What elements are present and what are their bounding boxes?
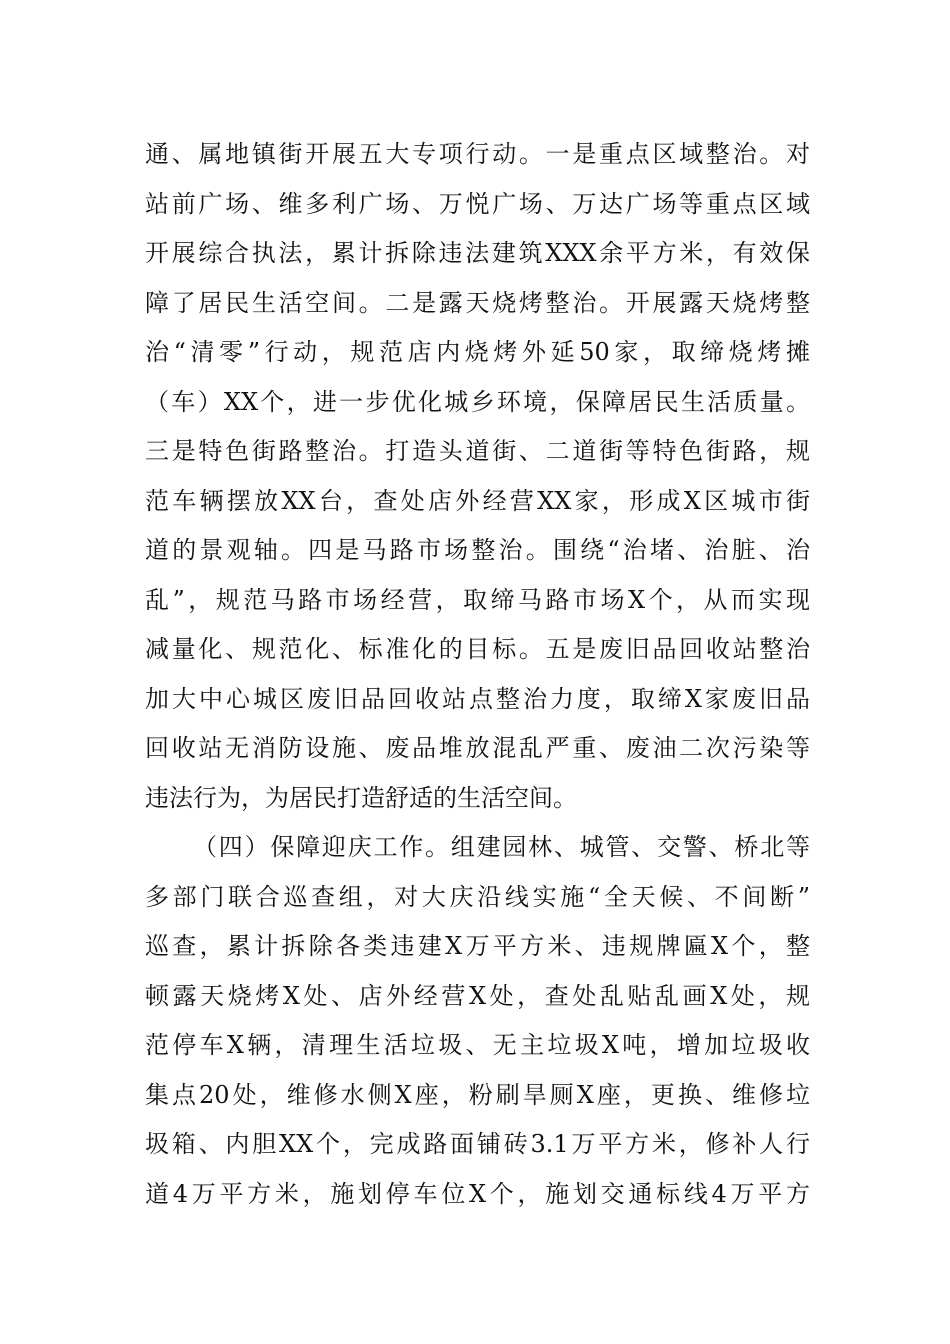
text-line: 回收站无消防设施、废品堆放混乱严重、废油二次污染等 bbox=[145, 734, 810, 762]
text-line: 乱”，规范马路市场经营，取缔马路市场X个，从而实现 bbox=[145, 585, 810, 614]
text-line: 顿露天烧烤X处、店外经营X处，查处乱贴乱画X处，规 bbox=[145, 981, 810, 1010]
text-line: 治“清零”行动，规范店内烧烤外延50家，取缔烧烤摊 bbox=[145, 338, 810, 366]
text-line: 范车辆摆放XX台，查处店外经营XX家，形成X区城市街 bbox=[145, 486, 810, 515]
text-line: 多部门联合巡查组，对大庆沿线实施“全天候、不间断” bbox=[145, 882, 810, 911]
text-line: 障了居民生活空间。二是露天烧烤整治。开展露天烧烤整 bbox=[145, 288, 810, 317]
text-line: 集点20处，维修水侧X座，粉刷旱厕X座，更换、维修垃 bbox=[145, 1080, 810, 1109]
text-line: （四）保障迎庆工作。组建园林、城管、交警、桥北等 bbox=[193, 833, 810, 861]
paragraph-2 bbox=[145, 823, 810, 1219]
text-line: 巡查，累计拆除各类违建X万平方米、违规牌匾X个，整 bbox=[145, 932, 810, 960]
text-line: （车）XX个，进一步优化城乡环境，保障居民生活质量。 bbox=[145, 387, 810, 416]
text-line: 三是特色街路整治。打造头道街、二道街等特色街路，规 bbox=[145, 437, 810, 465]
body-text bbox=[145, 130, 810, 1219]
text-line: 圾箱、内胆XX个，完成路面铺砖3.1万平方米，修补人行 bbox=[145, 1130, 810, 1158]
text-line: 范停车X辆，清理生活垃圾、无主垃圾X吨，增加垃圾收 bbox=[145, 1031, 810, 1059]
text-line: 加大中心城区废旧品回收站点整治力度，取缔X家废旧品 bbox=[145, 684, 810, 713]
text-line: 违法行为，为居民打造舒适的生活空间。 bbox=[145, 783, 577, 812]
text-line: 通、属地镇街开展五大专项行动。一是重点区域整治。对 bbox=[145, 140, 810, 168]
text-line: 道的景观轴。四是马路市场整治。围绕“治堵、治脏、治 bbox=[145, 536, 810, 564]
text-line: 道4万平方米，施划停车位X个，施划交通标线4万平方 bbox=[145, 1179, 810, 1208]
text-line: 减量化、规范化、标准化的目标。五是废旧品回收站整治 bbox=[145, 635, 810, 663]
paragraph-1 bbox=[145, 130, 810, 823]
text-line: 站前广场、维多利广场、万悦广场、万达广场等重点区域 bbox=[145, 189, 810, 218]
text-line: 开展综合执法，累计拆除违法建筑XXX余平方米，有效保 bbox=[145, 239, 810, 267]
